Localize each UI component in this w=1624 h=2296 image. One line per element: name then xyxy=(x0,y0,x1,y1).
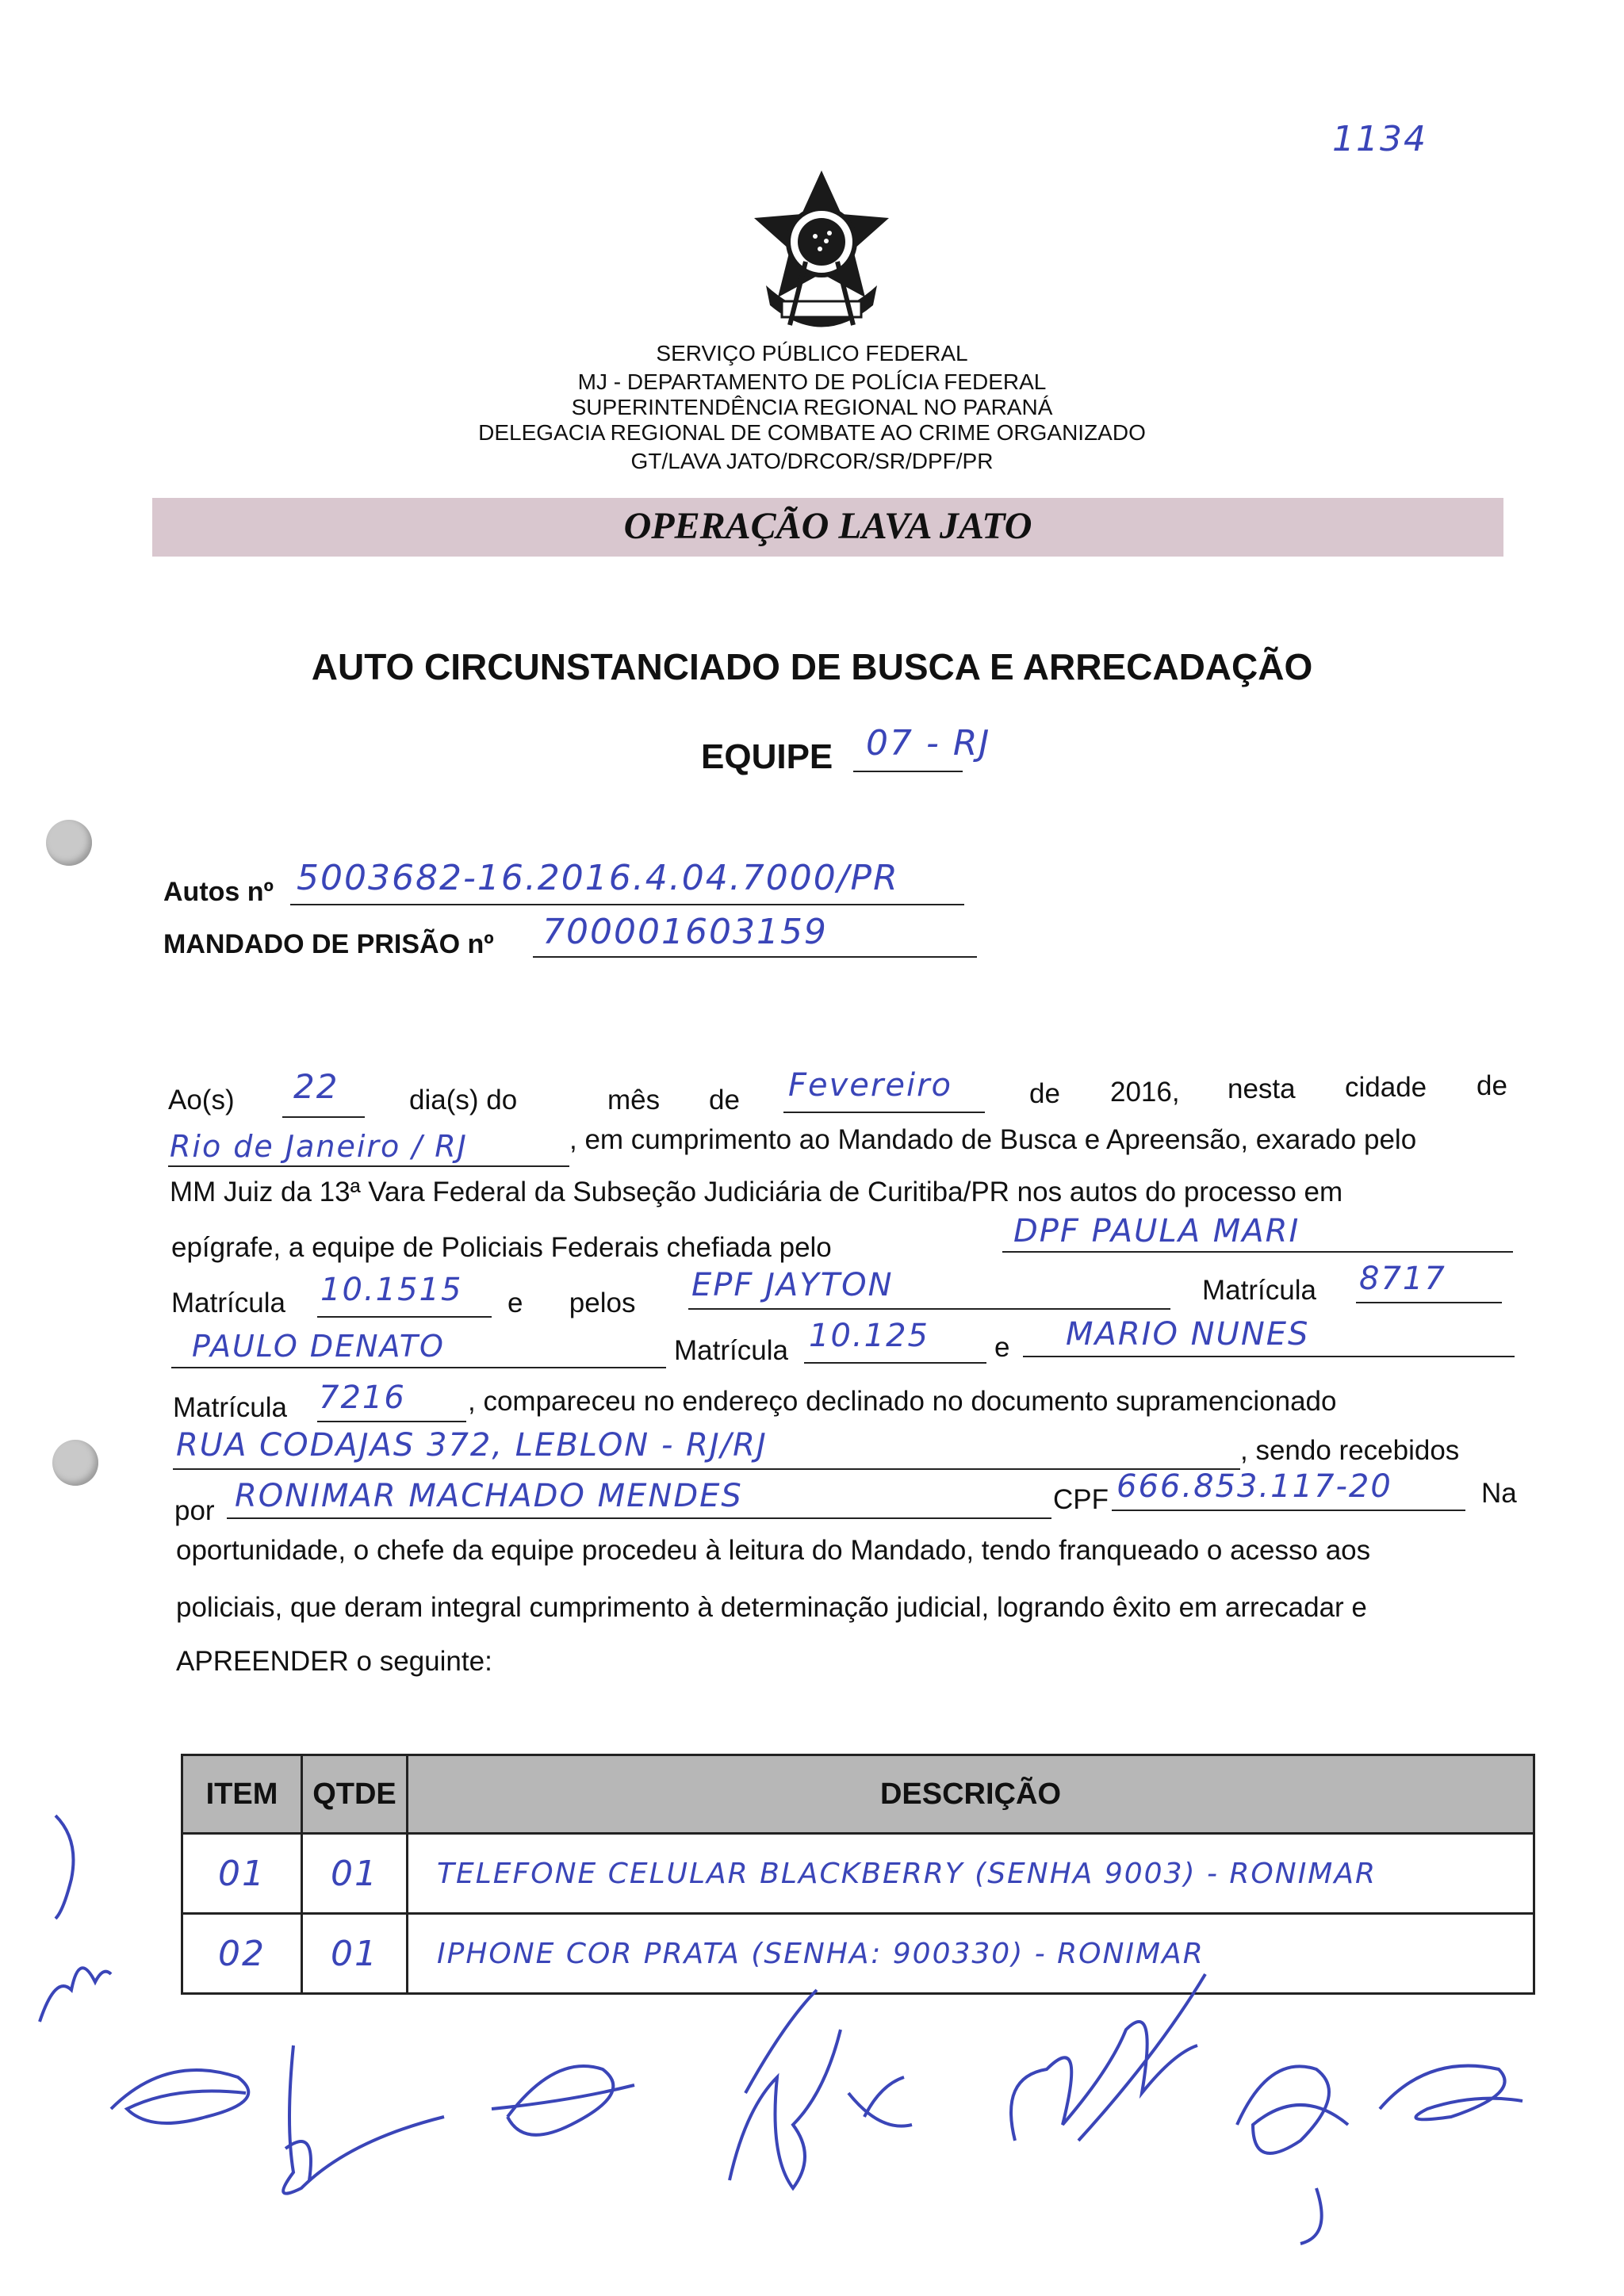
page-number: 1134 xyxy=(1332,119,1427,159)
por-label: por xyxy=(174,1495,215,1526)
agent1-value: EPF JAYTON xyxy=(691,1267,894,1303)
header-line-5: GT/LAVA JATO/DRCOR/SR/DPF/PR xyxy=(630,449,994,473)
ao-label: Ao(s) xyxy=(168,1085,235,1115)
column-header-item: ITEM xyxy=(182,1755,302,1834)
dias-label: dia(s) do xyxy=(409,1085,518,1115)
mandado-value: 700001603159 xyxy=(542,912,828,952)
signature-stroke xyxy=(1237,2066,1348,2244)
de-label: de xyxy=(709,1085,740,1115)
agent2-matricula-value: 10.125 xyxy=(809,1318,929,1354)
matricula-label-2: Matrícula xyxy=(1202,1275,1316,1306)
agent2-matricula-underline xyxy=(804,1362,986,1364)
body-line-2: , em cumprimento ao Mandado de Busca e Apreensão, exarado pelo xyxy=(569,1124,1417,1155)
signature-stroke xyxy=(283,2045,444,2194)
item-cell: 02 xyxy=(182,1914,302,1994)
description-cell: IPHONE COR PRATA (SENHA: 900330) - RONIMAR xyxy=(408,1914,1534,1994)
description-cell: TELEFONE CELULAR BLACKBERRY (SENHA 9003) - RONIMAR xyxy=(408,1834,1534,1914)
e-pelos-label: e pelos xyxy=(508,1288,636,1318)
agent1-underline xyxy=(688,1308,1170,1310)
agent2-underline xyxy=(171,1367,666,1368)
agent3-matricula-underline xyxy=(317,1421,466,1422)
month-underline xyxy=(783,1112,985,1113)
header-line-4: DELEGACIA REGIONAL DE COMBATE AO CRIME ORGANIZADO xyxy=(478,420,1146,445)
hole-punch-icon xyxy=(46,820,92,866)
agent1-matricula-underline xyxy=(1356,1302,1502,1303)
city-value: Rio de Janeiro / RJ xyxy=(170,1129,468,1164)
equipe-value: 07 - RJ xyxy=(866,723,991,763)
chief-value: DPF PAULA MARI xyxy=(1013,1213,1300,1249)
column-header-descricao: DESCRIÇÃO xyxy=(408,1755,1534,1834)
matricula-label-4: Matrícula xyxy=(173,1392,287,1423)
header-line-1: SERVIÇO PÚBLICO FEDERAL xyxy=(656,341,968,365)
received-by-underline xyxy=(227,1517,1051,1519)
agent3-matricula-value: 7216 xyxy=(319,1380,406,1416)
body-line-3: MM Juiz da 13ª Vara Federal da Subseção Judiciária de Curitiba/PR nos autos do processo em xyxy=(170,1177,1343,1207)
signature-stroke xyxy=(492,2066,634,2135)
signature-stroke xyxy=(730,1990,841,2188)
city-underline xyxy=(168,1165,569,1167)
address-value: RUA CODAJAS 372, LEBLON - RJ/RJ xyxy=(176,1427,768,1464)
autos-value: 5003682-16.2016.4.04.7000/PR xyxy=(297,858,899,898)
body-line-4: epígrafe, a equipe de Policiais Federais chefiada pelo xyxy=(171,1232,832,1263)
signature-stroke xyxy=(1380,2066,1522,2120)
cidade-label: cidade xyxy=(1345,1072,1427,1103)
autos-underline xyxy=(290,904,964,905)
matricula-label: Matrícula xyxy=(171,1288,285,1318)
address-underline xyxy=(173,1468,1240,1470)
day-underline xyxy=(282,1116,365,1118)
signatures-area xyxy=(32,1792,1586,2267)
signature-stroke xyxy=(40,1968,111,2022)
equipe-underline xyxy=(853,771,963,772)
cpf-label: CPF xyxy=(1053,1484,1109,1515)
agent3-value: MARIO NUNES xyxy=(1066,1316,1310,1353)
compareceu-text: , compareceu no endereço declinado no documento supramencionado xyxy=(468,1386,1337,1417)
na-label: Na xyxy=(1481,1478,1517,1509)
de3-label: de xyxy=(1477,1070,1507,1101)
sendo-text: , sendo recebidos xyxy=(1240,1435,1460,1466)
mandado-underline xyxy=(533,956,977,958)
autos-label: Autos nº xyxy=(163,877,274,907)
column-header-qtde: QTDE xyxy=(302,1755,408,1834)
mandado-label: MANDADO DE PRISÃO nº xyxy=(163,929,494,959)
signature-stroke xyxy=(111,2070,248,2123)
agent1-matricula-value: 8717 xyxy=(1359,1261,1446,1297)
chief-underline xyxy=(1002,1251,1513,1253)
day-value: 22 xyxy=(293,1067,339,1106)
matricula-label-3: Matrícula xyxy=(674,1335,788,1366)
agent3-underline xyxy=(1023,1356,1515,1357)
document-title: AUTO CIRCUNSTANCIADO DE BUSCA E ARRECADAÇÃO xyxy=(311,646,1313,687)
brazil-coat-of-arms-icon xyxy=(742,166,901,341)
operation-band xyxy=(152,498,1503,557)
qtde-cell: 01 xyxy=(302,1914,408,1994)
de2-label: de xyxy=(1029,1078,1060,1109)
cpf-underline xyxy=(1112,1510,1465,1511)
signature-stroke xyxy=(56,1816,74,1919)
e-label: e xyxy=(994,1332,1010,1363)
chief-matricula-underline xyxy=(317,1316,492,1318)
equipe-label: EQUIPE xyxy=(701,737,833,776)
received-by-value: RONIMAR MACHADO MENDES xyxy=(235,1478,743,1514)
month-value: Fevereiro xyxy=(788,1067,952,1104)
signature-stroke xyxy=(848,2077,912,2126)
hole-punch-icon xyxy=(52,1440,98,1486)
qtde-cell: 01 xyxy=(302,1834,408,1914)
operation-title: OPERAÇÃO LAVA JATO xyxy=(623,505,1032,547)
signature-stroke xyxy=(1011,1974,1205,2141)
header-line-2: MJ - DEPARTAMENTO DE POLÍCIA FEDERAL xyxy=(577,369,1047,394)
mes-label: mês xyxy=(607,1085,661,1115)
paragraph-line-3: APREENDER o seguinte: xyxy=(176,1646,492,1677)
header-line-3: SUPERINTENDÊNCIA REGIONAL NO PARANÁ xyxy=(571,395,1053,419)
cpf-value: 666.853.117-20 xyxy=(1116,1468,1392,1505)
chief-matricula-value: 10.1515 xyxy=(320,1272,463,1308)
item-cell: 01 xyxy=(182,1834,302,1914)
nesta-label: nesta xyxy=(1228,1073,1296,1104)
paragraph-line-2: policiais, que deram integral cumprimento à determinação judicial, logrando êxito em arrecadar e xyxy=(176,1592,1367,1623)
year-value: 2016, xyxy=(1110,1077,1180,1108)
agent2-value: PAULO DENATO xyxy=(192,1329,445,1364)
paragraph-line-1: oportunidade, o chefe da equipe procedeu à leitura do Mandado, tendo franqueado o acesso aos xyxy=(176,1535,1371,1566)
